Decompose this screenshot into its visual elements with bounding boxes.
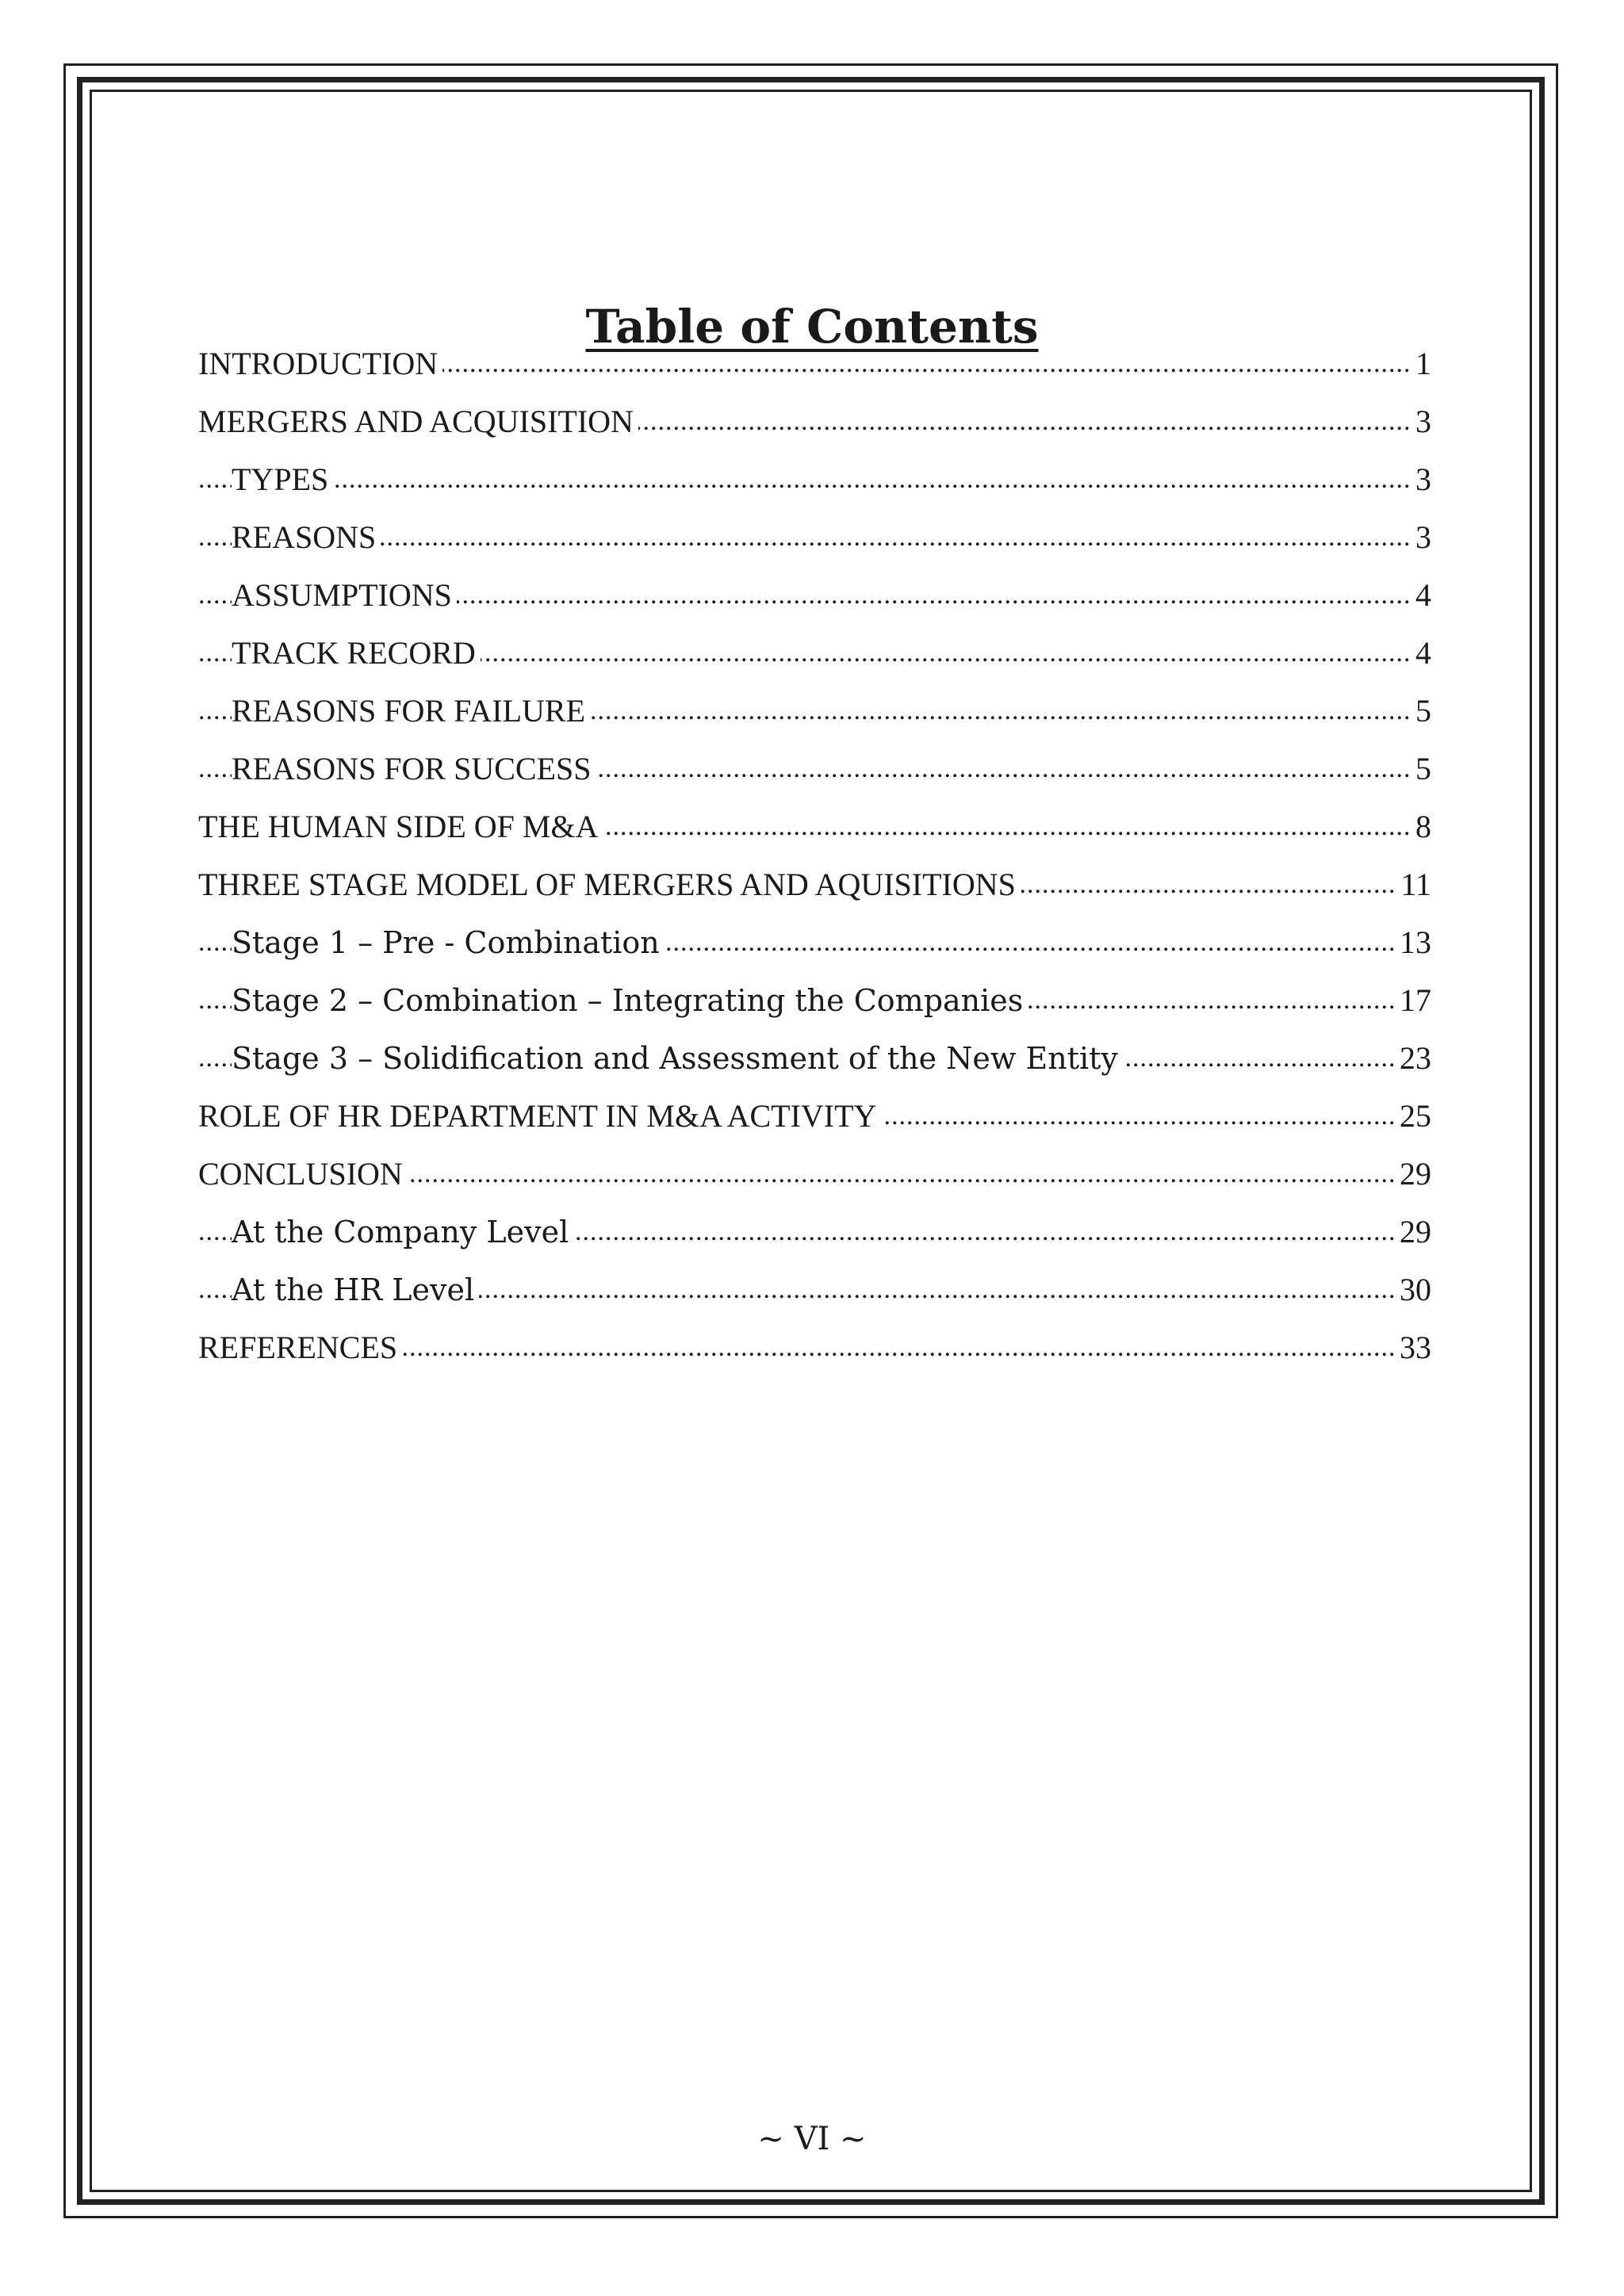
toc-entry[interactable] [198,571,1431,629]
toc-entry-title: Stage 3 – Solidification and Assessment of the New Entity [232,1041,1123,1076]
toc-entry-page: 25 [1395,1092,1431,1141]
toc-entry[interactable] [198,1207,1431,1265]
toc-entry-page: 11 [1396,860,1431,909]
toc-entry-title: Stage 2 – Combination – Integrating the Companies [232,983,1028,1018]
toc-entry[interactable] [198,1092,1431,1150]
toc-entry-page: 30 [1395,1265,1431,1314]
toc-entry-page: 8 [1411,802,1431,851]
toc-entry[interactable] [198,976,1431,1034]
toc-entry-page: 4 [1411,629,1431,678]
toc-entry-title: ROLE OF HR DEPARTMENT IN M&A ACTIVITY [198,1098,881,1134]
toc-entry[interactable] [198,802,1431,860]
toc-entry-title: At the Company Level [232,1215,573,1249]
toc-entry-title: TRACK RECORD [232,635,481,671]
toc-entry[interactable] [198,918,1431,976]
toc-entry[interactable] [198,513,1431,571]
toc-entry[interactable] [198,744,1431,802]
toc-entry-page: 4 [1411,571,1431,620]
toc-entry-title: At the HR Level [232,1272,479,1307]
toc-entry-title: MERGERS AND ACQUISITION [198,404,638,439]
page-number: ~ VI ~ [757,2121,867,2157]
toc-entry[interactable] [198,629,1431,687]
toc-entry-title: TYPES [232,461,333,497]
toc-entry[interactable] [198,397,1431,455]
toc-entry[interactable] [198,1034,1431,1092]
toc-entry-title: REASONS [232,519,381,555]
toc-entry[interactable] [198,455,1431,513]
toc-entry-title: Stage 1 – Pre - Combination [232,925,665,960]
toc-entry-page: 3 [1411,513,1431,562]
toc-entry[interactable] [198,687,1431,744]
toc-entry-title: INTRODUCTION [198,346,442,381]
toc-entry-page: 13 [1395,918,1431,967]
toc-entry[interactable] [198,1323,1431,1381]
toc-entry-page: 29 [1395,1207,1431,1257]
toc-entry-title: CONCLUSION [198,1156,408,1192]
table-of-contents [198,339,1431,1381]
toc-entry-title: ASSUMPTIONS [232,577,457,613]
toc-entry[interactable] [198,1265,1431,1323]
toc-entry-page: 17 [1395,976,1431,1025]
toc-entry[interactable] [198,860,1431,918]
toc-entry-page: 29 [1395,1150,1431,1199]
toc-entry-page: 23 [1395,1034,1431,1083]
toc-entry-page: 1 [1411,339,1431,388]
toc-entry[interactable] [198,339,1431,397]
toc-entry-title: REASONS FOR SUCCESS [232,751,596,786]
toc-entry-page: 3 [1411,455,1431,504]
toc-entry[interactable] [198,1150,1431,1207]
toc-entry-title: REASONS FOR FAILURE [232,693,590,729]
toc-entry-page: 3 [1411,397,1431,446]
toc-entry-page: 5 [1411,687,1431,736]
toc-entry-page: 5 [1411,744,1431,794]
toc-entry-title: THREE STAGE MODEL OF MERGERS AND AQUISITIONS [198,867,1021,902]
toc-entry-title: THE HUMAN SIDE OF M&A [198,809,603,844]
toc-entry-title: REFERENCES [198,1330,402,1365]
page-title: Table of Contents [585,299,1039,354]
toc-entry-page: 33 [1395,1323,1431,1372]
